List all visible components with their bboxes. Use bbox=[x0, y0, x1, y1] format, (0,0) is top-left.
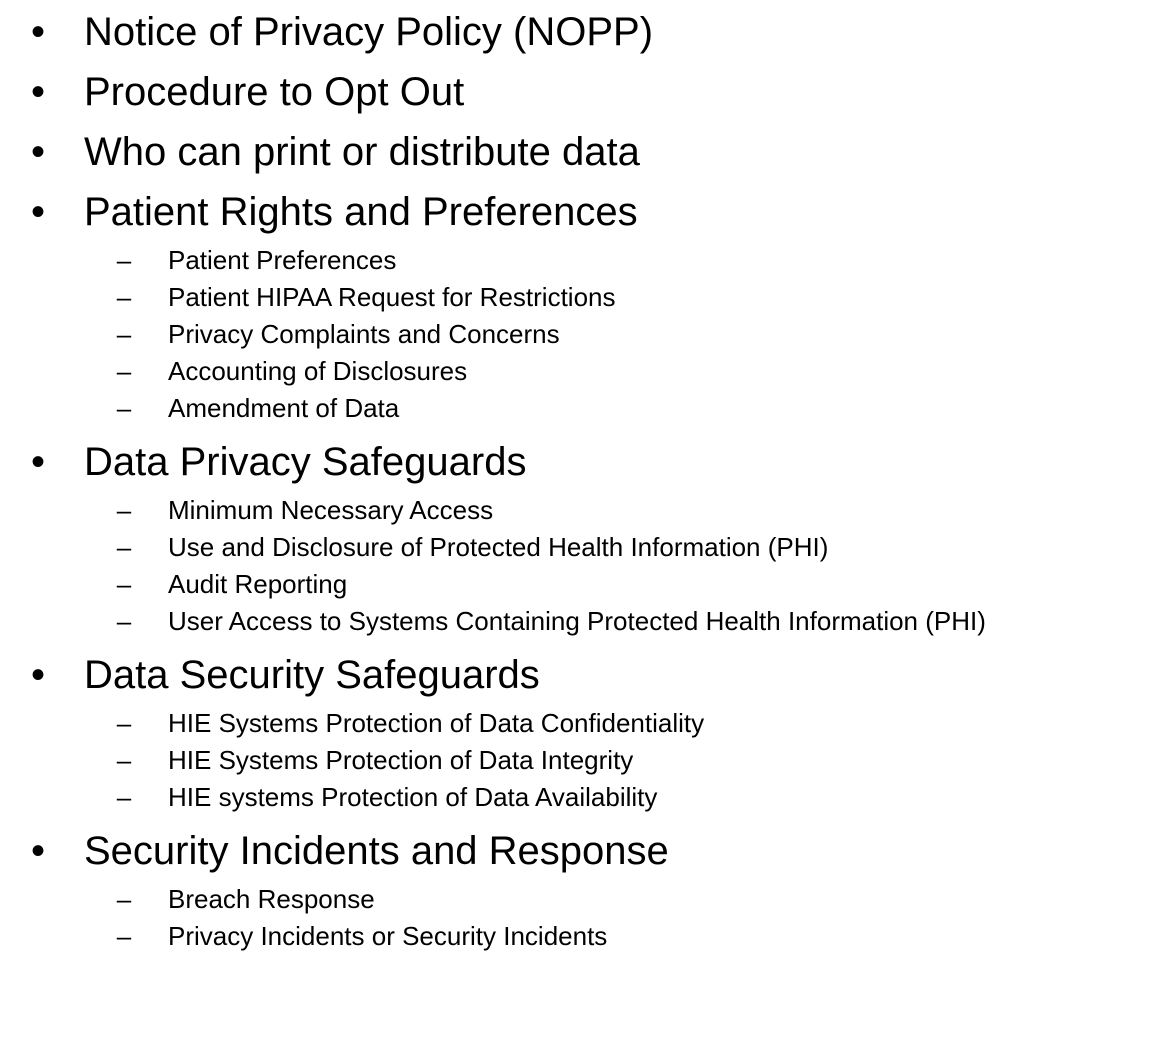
bullet-icon: • bbox=[30, 829, 45, 873]
sub-item-label: HIE systems Protection of Data Availability bbox=[168, 782, 658, 812]
outline-item-row bbox=[0, 432, 1175, 492]
outline-item-label: Patient Rights and Preferences bbox=[84, 190, 638, 234]
outline-item bbox=[0, 821, 1175, 960]
sub-item bbox=[0, 779, 1175, 816]
outline-list bbox=[0, 2, 1175, 960]
outline-item bbox=[0, 62, 1175, 122]
dash-icon: – bbox=[116, 708, 132, 738]
sub-item bbox=[0, 742, 1175, 779]
dash-icon: – bbox=[116, 356, 132, 386]
sub-item-label: Use and Disclosure of Protected Health Information (PHI) bbox=[168, 532, 829, 562]
outline-item bbox=[0, 122, 1175, 182]
dash-icon: – bbox=[116, 319, 132, 349]
dash-icon: – bbox=[116, 884, 132, 914]
sub-item bbox=[0, 705, 1175, 742]
sub-item-label: Amendment of Data bbox=[168, 393, 400, 423]
outline-item-label: Security Incidents and Response bbox=[84, 829, 669, 873]
sub-item-label: Privacy Complaints and Concerns bbox=[168, 319, 560, 349]
dash-icon: – bbox=[116, 745, 132, 775]
bullet-icon: • bbox=[30, 190, 45, 234]
bullet-icon: • bbox=[30, 70, 45, 114]
bullet-icon: • bbox=[30, 440, 45, 484]
bullet-icon: • bbox=[30, 10, 45, 54]
outline-item-label: Notice of Privacy Policy (NOPP) bbox=[84, 10, 654, 54]
sub-item bbox=[0, 316, 1175, 353]
outline-item-row bbox=[0, 645, 1175, 705]
sub-item bbox=[0, 492, 1175, 529]
sub-item bbox=[0, 918, 1175, 955]
outline-item-label: Procedure to Opt Out bbox=[84, 70, 465, 114]
bullet-icon: • bbox=[30, 130, 45, 174]
sub-item bbox=[0, 881, 1175, 918]
dash-icon: – bbox=[116, 921, 132, 951]
outline-item-row bbox=[0, 62, 1175, 122]
outline-item bbox=[0, 182, 1175, 432]
dash-icon: – bbox=[116, 393, 132, 423]
sub-item bbox=[0, 566, 1175, 603]
sub-list bbox=[0, 705, 1175, 821]
dash-icon: – bbox=[116, 569, 132, 599]
outline-item-row bbox=[0, 821, 1175, 881]
sub-item-label: HIE Systems Protection of Data Confidentiality bbox=[168, 708, 705, 738]
outline-item-label: Data Privacy Safeguards bbox=[84, 440, 527, 484]
outline-item-row bbox=[0, 2, 1175, 62]
dash-icon: – bbox=[116, 282, 132, 312]
sub-list bbox=[0, 242, 1175, 432]
dash-icon: – bbox=[116, 245, 132, 275]
sub-item-label: Privacy Incidents or Security Incidents bbox=[168, 921, 608, 951]
sub-list bbox=[0, 492, 1175, 645]
sub-item bbox=[0, 603, 1175, 640]
outline-item bbox=[0, 2, 1175, 62]
sub-item bbox=[0, 279, 1175, 316]
bullet-icon: • bbox=[30, 653, 45, 697]
dash-icon: – bbox=[116, 495, 132, 525]
dash-icon: – bbox=[116, 532, 132, 562]
sub-item-label: Patient Preferences bbox=[168, 245, 397, 275]
sub-item-label: Patient HIPAA Request for Restrictions bbox=[168, 282, 616, 312]
sub-item-label: Accounting of Disclosures bbox=[168, 356, 468, 386]
sub-item-label: Breach Response bbox=[168, 884, 375, 914]
sub-item bbox=[0, 390, 1175, 427]
outline-item-label: Who can print or distribute data bbox=[84, 130, 640, 174]
dash-icon: – bbox=[116, 606, 132, 636]
sub-item-label: User Access to Systems Containing Protected Health Information (PHI) bbox=[168, 606, 986, 636]
sub-list bbox=[0, 881, 1175, 960]
sub-item bbox=[0, 242, 1175, 279]
sub-item bbox=[0, 353, 1175, 390]
sub-item bbox=[0, 529, 1175, 566]
sub-item-label: Minimum Necessary Access bbox=[168, 495, 494, 525]
outline-item-row bbox=[0, 122, 1175, 182]
sub-item-label: HIE Systems Protection of Data Integrity bbox=[168, 745, 634, 775]
outline-item-row bbox=[0, 182, 1175, 242]
outline-item bbox=[0, 432, 1175, 645]
outline-item-label: Data Security Safeguards bbox=[84, 653, 540, 697]
outline-item bbox=[0, 645, 1175, 821]
dash-icon: – bbox=[116, 782, 132, 812]
sub-item-label: Audit Reporting bbox=[168, 569, 348, 599]
